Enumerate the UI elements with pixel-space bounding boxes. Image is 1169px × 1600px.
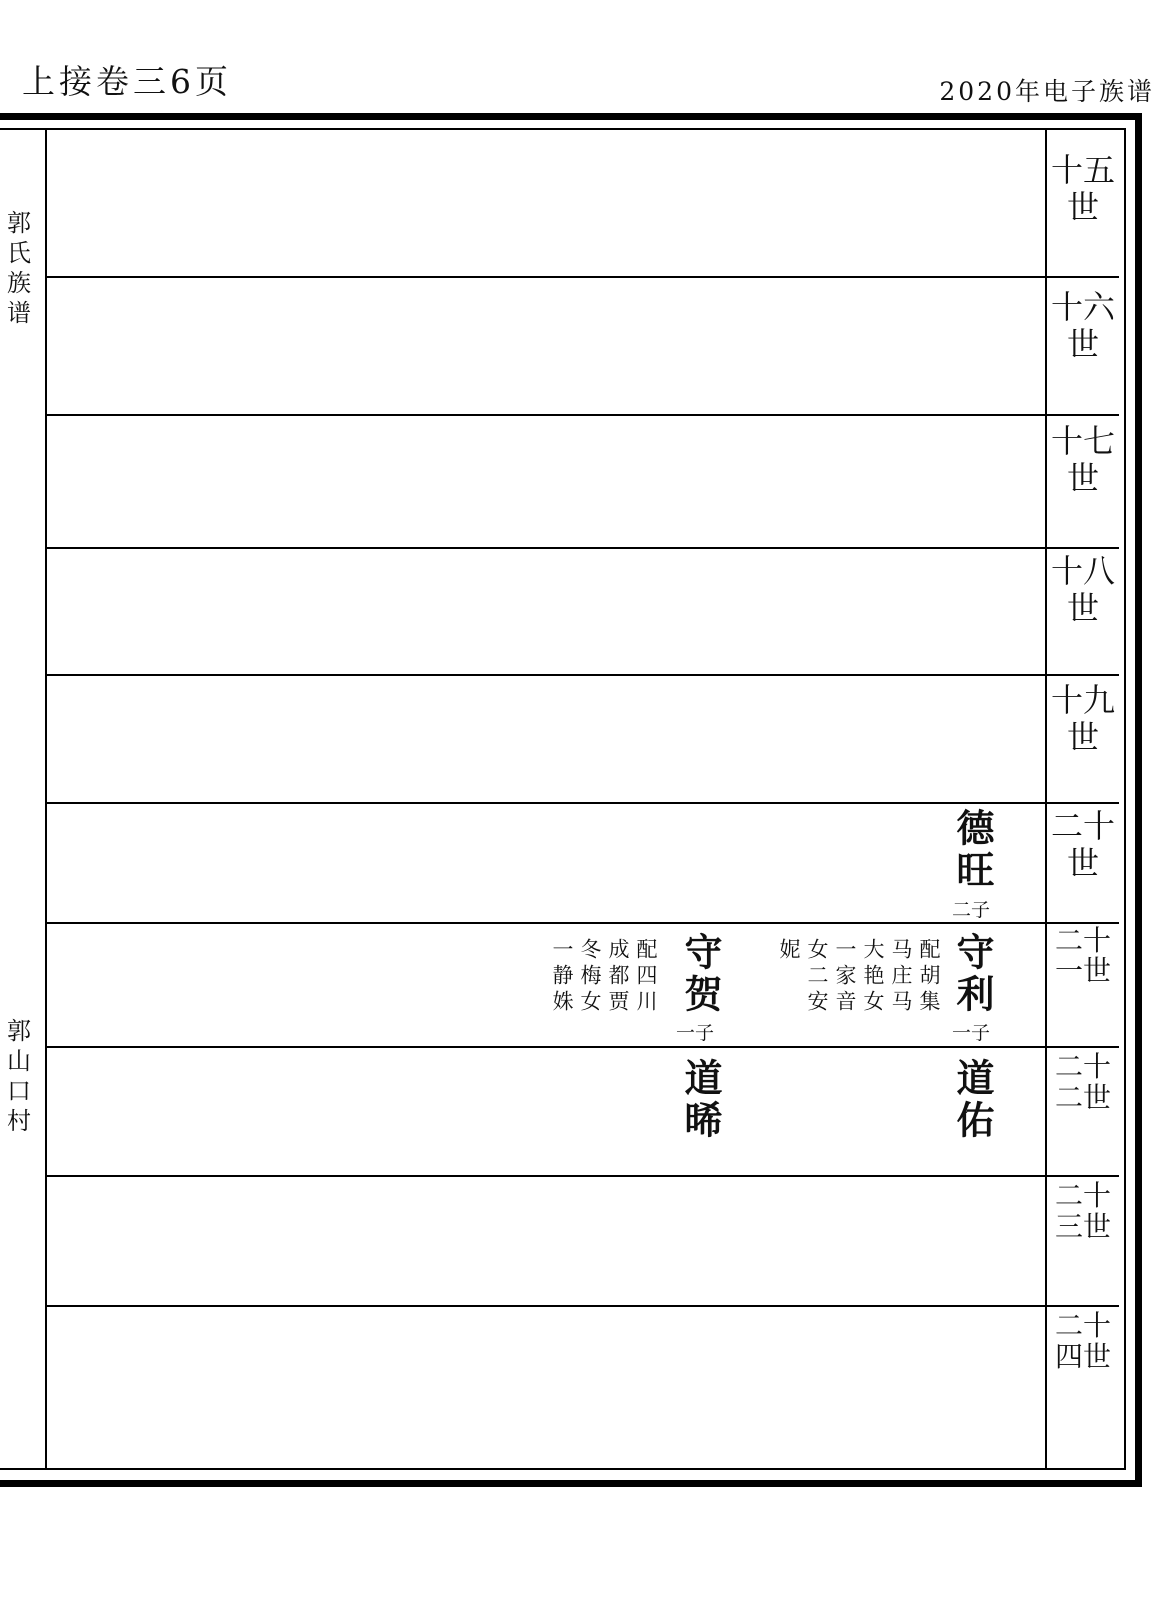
sons-count: 一子 — [676, 1022, 715, 1044]
person-name-dewang: 德旺 — [950, 808, 994, 892]
note-column: 配胡集 — [917, 938, 941, 1016]
generation-row — [47, 676, 1119, 804]
generation-label: 十七世 — [1050, 422, 1115, 497]
note-column: 妮 — [777, 938, 801, 964]
book-title: 2020年电子族谱 — [939, 77, 1155, 106]
generation-label: 十八世 — [1050, 552, 1115, 627]
generation-label: 十九世 — [1050, 681, 1115, 756]
person-name-shouli: 守利 — [950, 932, 994, 1016]
generation-label: 十六世 — [1050, 288, 1115, 363]
person-name-shouhe: 守贺 — [678, 932, 722, 1016]
note-column: 成都贾 — [606, 938, 630, 1016]
generation-label: 二十世 — [1050, 807, 1115, 882]
note-column: 配四川 — [634, 938, 658, 1016]
sons-count: 一子 — [952, 1022, 991, 1044]
note-column: 一家音 — [833, 938, 857, 1016]
note-column: 一静姝 — [550, 938, 574, 1016]
note-column: 马庄马 — [889, 938, 913, 1016]
spouse-note — [775, 938, 943, 1048]
spouse-note — [548, 938, 660, 1048]
note-column: 大艳女 — [861, 938, 885, 1016]
generation-label: 二十四世 — [1054, 1309, 1111, 1373]
sons-count: 二子 — [952, 899, 991, 921]
generation-label: 二十三世 — [1054, 1179, 1111, 1243]
continuation-note: 上接卷三6页 — [22, 62, 232, 101]
clan-title: 郭氏族谱 — [7, 209, 31, 327]
generation-row — [47, 1177, 1119, 1307]
note-column: 女二安 — [805, 938, 829, 1016]
generation-label: 二十一世 — [1054, 924, 1111, 987]
generation-label: 十五世 — [1050, 151, 1115, 226]
generation-row — [47, 549, 1119, 676]
village-name: 郭山口村 — [7, 1017, 31, 1135]
note-column: 冬梅女 — [578, 938, 602, 1016]
person-name-daoxi: 道晞 — [678, 1058, 722, 1142]
generation-label: 二十二世 — [1054, 1050, 1111, 1114]
generation-row — [47, 130, 1119, 278]
generation-row — [47, 278, 1119, 416]
generation-row — [47, 416, 1119, 549]
person-name-daoyou: 道佑 — [950, 1058, 994, 1142]
